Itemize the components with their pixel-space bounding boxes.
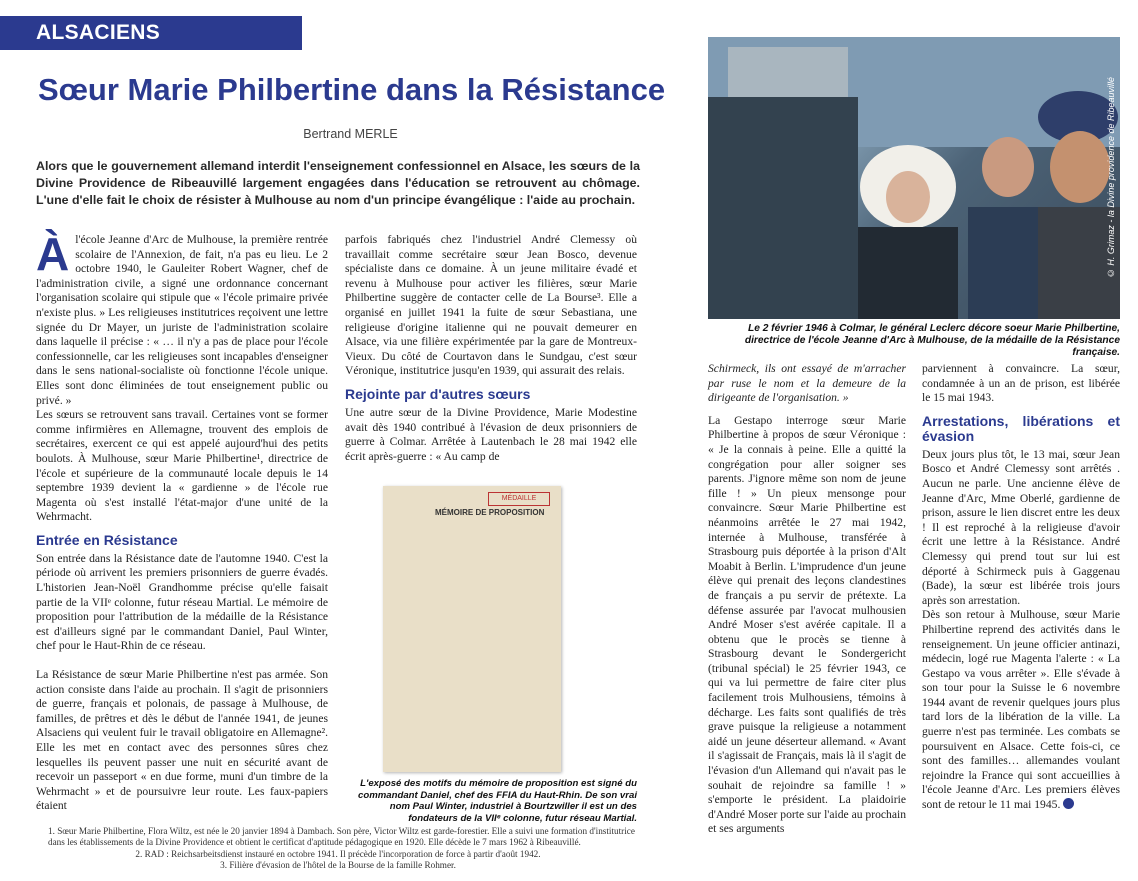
footnotes bbox=[38, 826, 638, 872]
paragraph bbox=[922, 608, 1120, 812]
article-lead: Alors que le gouvernement allemand interdit l'enseignement confessionnel en Alsace, les sœurs de la Divine Providence de Ribeauvillé largement engagées dans l'éducation se retrouvent au chômage. L'une d'elle fait le choix de résister à Mulhouse au nom d'un principe évangélique : l'aide au prochain. bbox=[36, 159, 640, 207]
drop-cap: À bbox=[36, 228, 70, 280]
article-author: Bertrand MERLE bbox=[303, 127, 398, 141]
photo-caption: Le 2 février 1946 à Colmar, le général Leclerc décore soeur Marie Philbertine, directrice de l'école Jeanne d'Arc à Mulhouse, de la médaille de la Résistance française. bbox=[744, 323, 1120, 358]
section-rubric: ALSACIENS REMARQUABLES bbox=[0, 16, 302, 50]
section-heading: Rejointe par d'autres sœurs bbox=[345, 385, 531, 402]
document-header: MÉMOIRE DE PROPOSITION bbox=[435, 508, 545, 517]
proposal-document-image bbox=[383, 486, 561, 772]
paragraph: Les sœurs se retrouvent sans travail. Certaines vont se former comme infirmières en Allemagne, trouvent des emplois de secrétaires, exercent ce qui est appelé aujourd'hui des petits boulots. À Mulhouse, sœur Marie Philbertine¹, directrice de l'école et supérieure de la communauté locale depuis le 14 septembre 1939 devient la « gardienne » de l'école rue Magenta où s'est installé l'état-major d'une unité de la Wehrmacht. bbox=[36, 408, 328, 524]
document-stamp: MÉDAILLE bbox=[488, 492, 550, 506]
column-1 bbox=[36, 228, 328, 814]
column-3 bbox=[708, 362, 906, 837]
paragraph: La Gestapo interroge sœur Marie Philbertine à propos de sœur Véronique : « Je la connais à peine. Elle a quitté la congrégation pour aller soigner ses parents. J'ignore même son nom de jeune fille ! » Un pieux mensonge pour convaincre. Sœur Marie Philbertine est néanmoins arrêtée le 27 mai 1942, internée à Mulhouse, transférée à Strasbourg puis déportée à la prison d'Alt Moabit à Berlin. L'imprudence d'un jeune élève qui prenait des leçons clandestines de français a pu servir de prétexte. La défense assurée par l'avocat mulhousien André Moser s'est avérée capitale. Il a obtenu que le procès se tienne à Strasbourg devant le Sondergericht (tribunal spécial) le 25 février 1943, ce qui va lui permettre de faire citer plus facilement trois Mulhousiens, témoins à décharge. Les faits sont qualifiés de très grave puisque la religieuse a notamment aidé un jeune déserteur allemand. « Avant il s'agissait de Français, mais là il s'agit de l'évasion d'un Allemand qui n'avait pas le souhait de rejoindre sa famille ! » s'emporte le président. La plaidoirie d'André Moser porte sur l'aide au prochain et ses arguments bbox=[708, 413, 906, 836]
document-caption: L'exposé des motifs du mémoire de proposition est signé du commandant Daniel, chef des FFIA du Haut-Rhin. De son vrai nom Paul Winter, industriel à Bourtzwiller il est un des fondateurs de la VIIᵉ colonne, futur réseau Martial. bbox=[358, 778, 637, 824]
paragraph: parviennent à convaincre. La sœur, condamnée à un an de prison, est libérée le 15 mai 1943. bbox=[922, 362, 1120, 405]
section-heading: Arrestations, libérations et évasion bbox=[922, 412, 1120, 444]
paragraph: Une autre sœur de la Divine Providence, Marie Modestine avait dès 1940 contribué à l'évasion de deux prisonniers de guerre à Colmar. Arrêtée à Lautenbach le 28 mai 1942 elle écrit après-guerre : « Au camp de bbox=[345, 405, 637, 463]
paragraph: l'école Jeanne d'Arc de Mulhouse, la première rentrée scolaire de l'Annexion, de fait, n'a pas eu lieu. Le 2 octobre 1940, le Gauleiter Robert Wagner, chef de l'administration civile, a signé une ordonnance concernant l'organisation scolaire qui stipule que « l'école primaire privée n'existe plus. » Les religieuses institutrices reçoivent une lettre signée du Dr Mayer, un juriste de l'administration scolaire dans laquelle il précise : « … il n'y a pas de place pour l'école confessionnelle, car les religieuses sont incapables d'enseigner dans le sens national-socialiste où fonctionne l'école unique. Elles sont donc éliminées de tout enseignement public ou privé. » bbox=[36, 233, 328, 407]
footnote: 3. Filière d'évasion de l'hôtel de la Bourse de la famille Rohmer. bbox=[220, 860, 456, 871]
column-2 bbox=[345, 233, 637, 464]
footnote: 2. RAD : Reichsarbeitsdienst instauré en octobre 1941. Il précède l'incorporation de force à partir d'août 1942. bbox=[135, 848, 541, 859]
photo-illustration bbox=[708, 37, 1120, 319]
column-4 bbox=[922, 362, 1120, 813]
leclerc-photo bbox=[708, 37, 1120, 319]
article-title: Sœur Marie Philbertine dans la Résistance bbox=[38, 72, 666, 107]
end-mark-icon bbox=[1063, 798, 1074, 809]
paragraph: Schirmeck, ils ont essayé de m'arracher par ruse le nom et la demeure de la dirigeante de l'organisation. » bbox=[708, 362, 906, 405]
photo-credit: © H. Grimaz - la Divine providence de Ribeauvillé bbox=[1106, 77, 1116, 279]
paragraph: Deux jours plus tôt, le 13 mai, sœur Jean Bosco et André Clemessy sont arrêtés . Aucun ne parle. Une ancienne élève de Jeanne d'Arc, Mme Oberlé, gardienne de prison, assure le lien discret entre les deux ! Il est reproché à la religieuse d'avoir écrit une lettre à la Résistance. André Clemessy qui prend tout sur lui est déporté à Schirmeck puis à Gaggenau (Bade), la sœur est libérée trois jours après son arrestation. bbox=[922, 447, 1120, 607]
paragraph: Son entrée dans la Résistance date de l'automne 1940. C'est la période où arrivent les premiers prisonniers de guerre évadés. L'historien Jean-Noël Grandhomme précise qu'elle faisait partie de la VIIᵉ colonne, futur réseau Martial. Le mémoire de proposition pour l'attribution de la médaille de la Résistance est d'ailleurs signé par le commandant Daniel, Paul Winter, chef pour le Haut-Rhin de ce réseau. bbox=[36, 551, 328, 653]
paragraph: parfois fabriqués chez l'industriel André Clemessy où travaillait comme secrétaire sœur Jean Bosco, devenue spécialiste dans ce domaine. À un jeune militaire évadé et revenu à Mulhouse pour activer les filières, sœur Marie Philbertine suggère de contacter celle de La Bourse³. Elle a organisé en juillet 1941 la fuite de sœur Sebastiana, une religieuse d'origine italienne qui ne pouvait demeurer en Alsace, via une filière expérimentée par la gare de Montreux-Vieux. Du côté de Courtavon dans le Sundgau, c'est sœur Véronique, institutrice jusqu'en 1939, qui assurait des relais. bbox=[345, 233, 637, 378]
paragraph: La Résistance de sœur Marie Philbertine n'est pas armée. Son action consiste dans l'aide au prochain. Il s'agit de prisonniers de guerre, français et polonais, de passage à Mulhouse, de familles, de prêtres et dès le début de l'année 1941, de jeunes Alsaciens qui veulent fuir le travail obligatoire en Allemagne². Elle les met en contact avec des personnes sûres chez lesquelles ils peuvent passer une nuit en sécurité avant de recevoir un passeport « en due forme, muni d'un timbre de la Wehrmacht » et de poursuivre leur route. Les faux-papiers étaient bbox=[36, 668, 328, 813]
paragraph-text: Dès son retour à Mulhouse, sœur Marie Philbertine reprend des activités dans le renseignement. Un jeune officier antinazi, médecin, logé rue Magenta l'alerte : « La Gestapo va vous arrêter ». Elle s'évade à son tour pour la Suisse le 6 novembre 1944 avant de revenir quelques jours plus tard lors de la libération de la ville. La guerre n'est pas terminée. Les combats se poursuivent en Alsace. Cette fois-ci, ce sont des familles… allemandes voulant rejoindre la France qui sont accueillies à l'école Jeanne d'Arc. Les premiers élèves sont de retour le 11 mai 1945. bbox=[922, 608, 1120, 812]
section-heading: Entrée en Résistance bbox=[36, 531, 178, 548]
footnote: 1. Sœur Marie Philbertine, Flora Wiltz, est née le 20 janvier 1894 à Dambach. Son père, Victor Wiltz est garde-forestier. Elle a suivi une formation d'institutrice dans les établissements de la Divine Providence et obtient le certificat d'aptitude pédagogique en 1920. Elle décède le 7 mars 1962 à Ribeauvillé. bbox=[48, 826, 635, 848]
